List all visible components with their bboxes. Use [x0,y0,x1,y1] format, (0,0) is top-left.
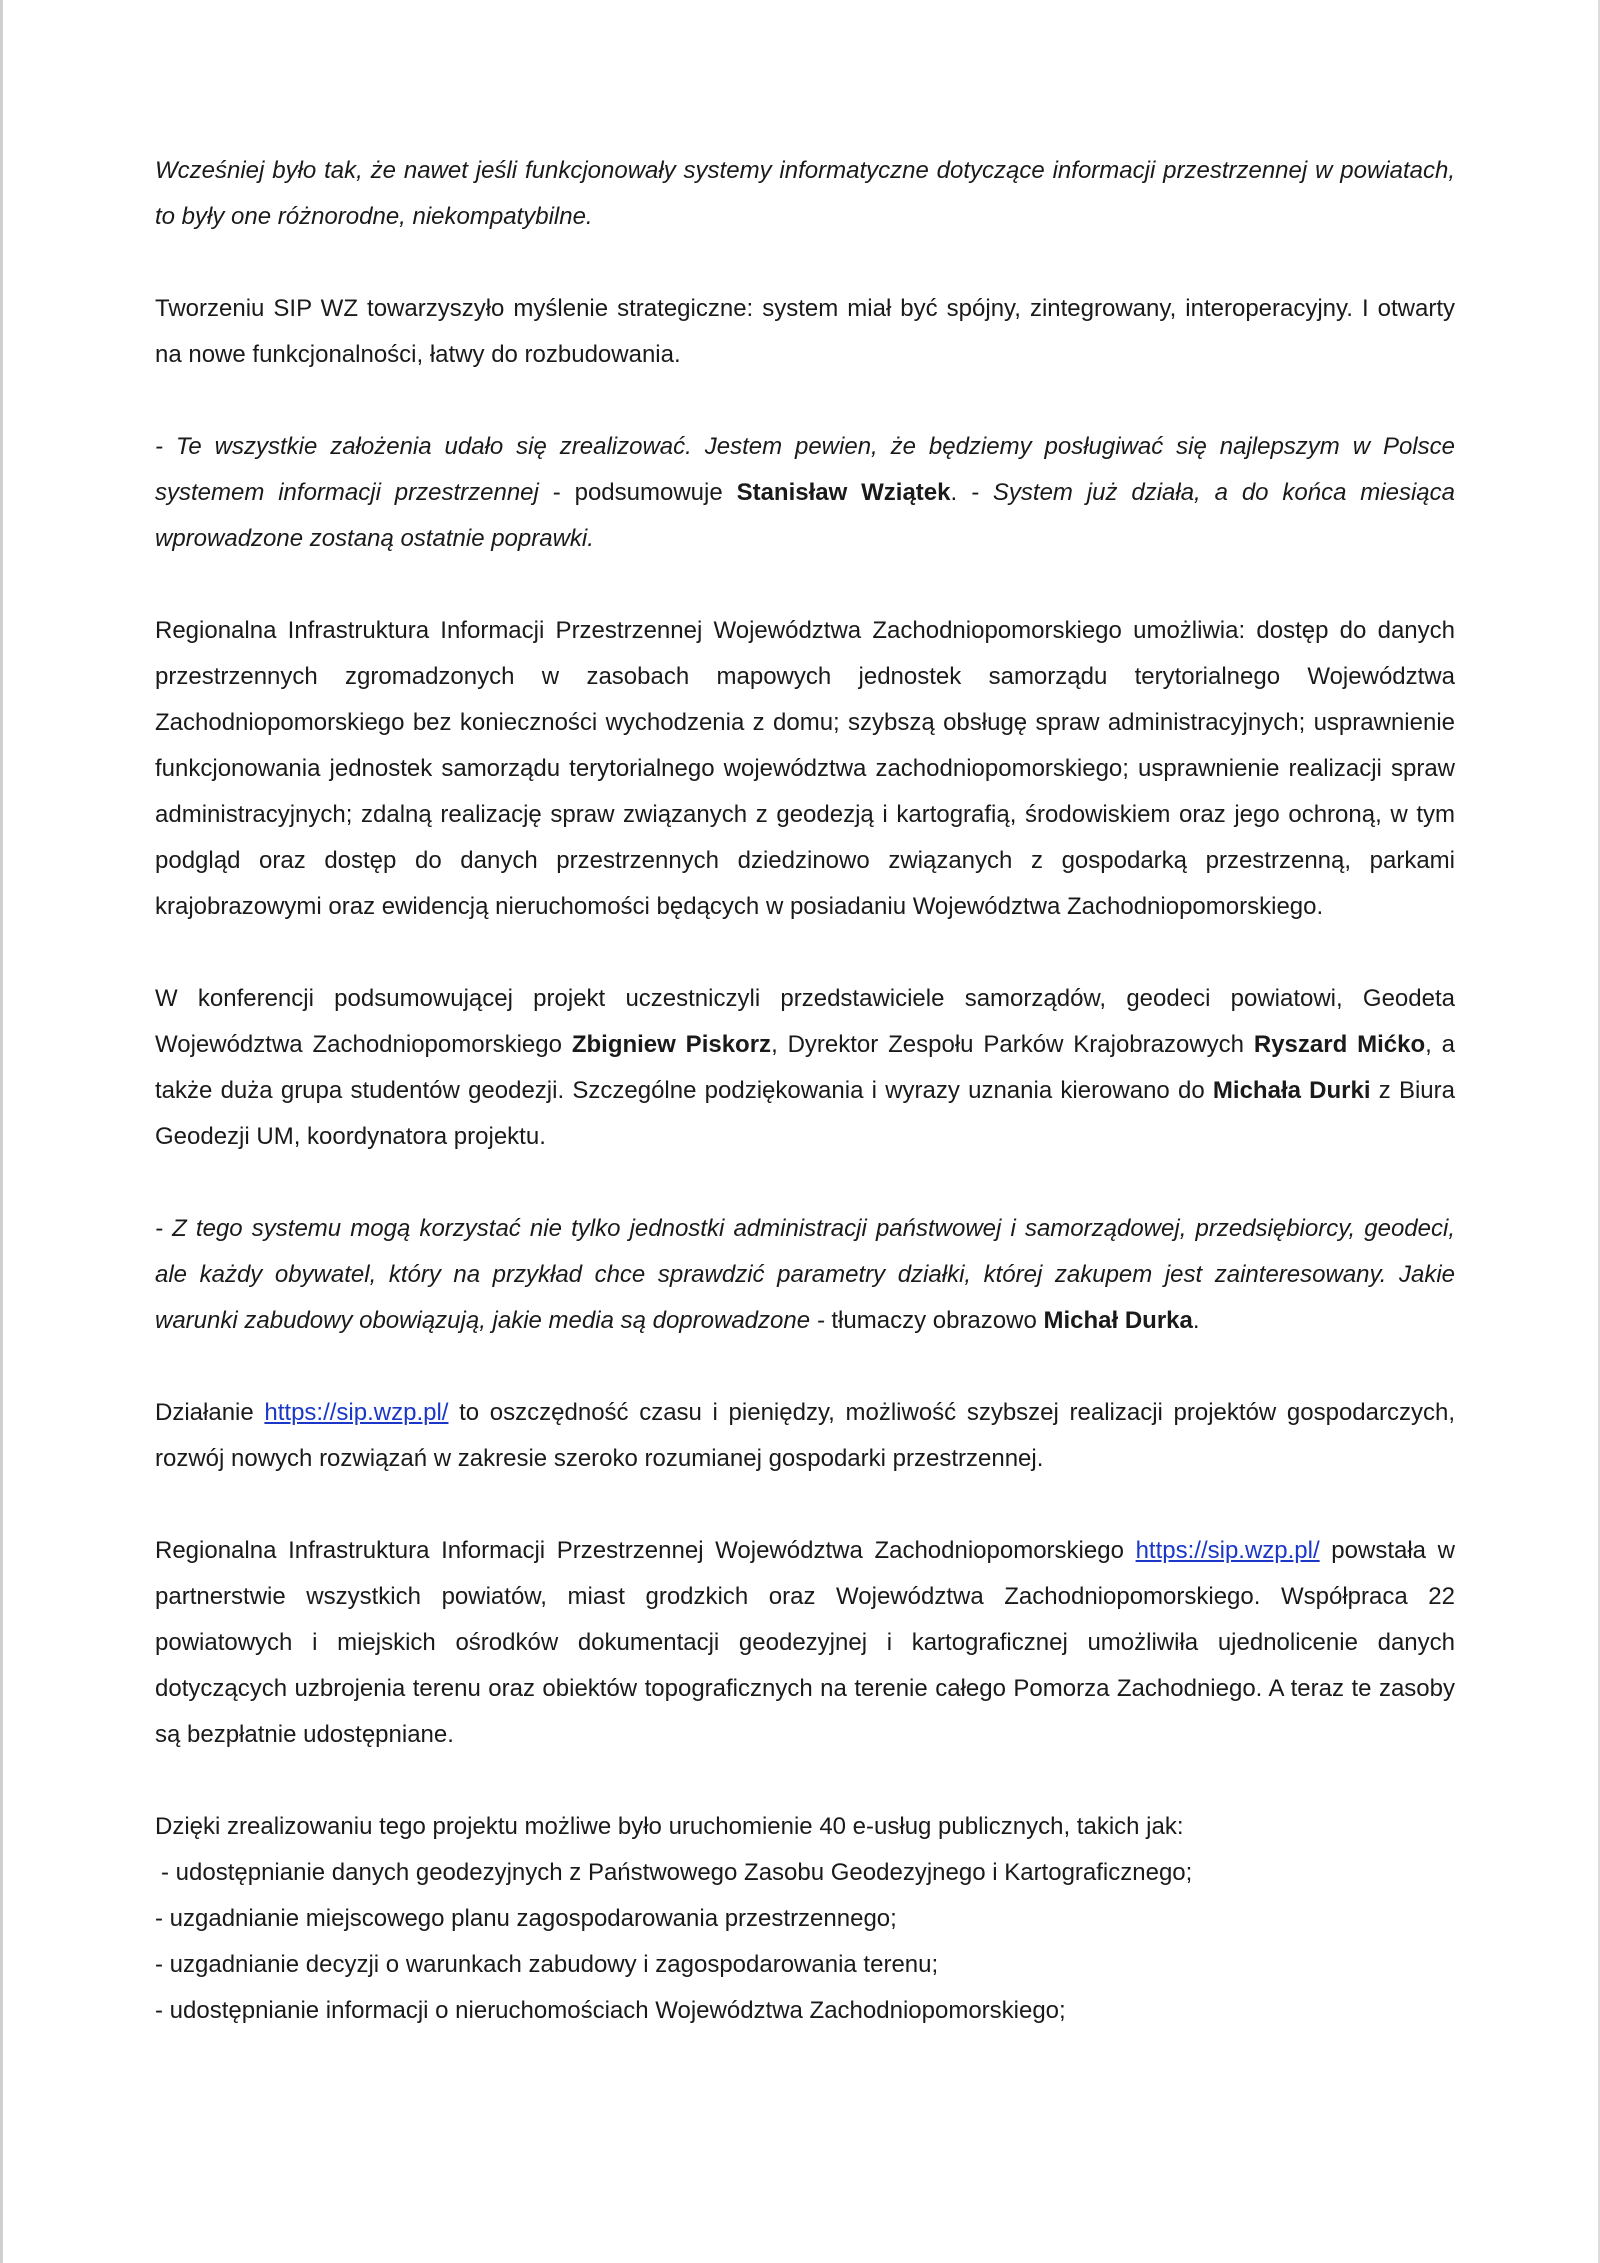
paragraph-quote-durka [155,1206,1455,1344]
speaker-name: Michał Durka [1043,1307,1193,1334]
sip-link[interactable]: https://sip.wzp.pl/ [1135,1537,1320,1564]
paragraph-riip-capabilities: Regionalna Infrastruktura Informacji Przestrzennej Województwa Zachodniopomorskiego umożliwia: dostęp do danych przestrzennych zgromadzonych w zasobach mapowych jednostek samorządu terytorialnego Województwa Zachodniopomorskiego bez konieczności wychodzenia z domu; szybszą obsługę spraw administracyjnych; usprawnienie funkcjonowania jednostek samorządu terytorialnego województwa zachodniopomorskiego; usprawnienie realizacji spraw administracyjnych; zdalną realizację spraw związanych z geodezją i kartografią, środowiskiem oraz jego ochroną, w tym podgląd oraz dostęp do danych przestrzennych dziedzinowo związanych z gospodarką przestrzenną, parkami krajobrazowymi oraz ewidencją nieruchomości będących w posiadaniu Województwa Zachodniopomorskiego. [155,617,1455,920]
punctuation: . [1192,1307,1200,1334]
paragraph-conference [155,976,1455,1160]
paragraph-quote-wziatek [155,424,1455,562]
page-border-left [0,0,3,2263]
quote-text: - Z tego systemu mogą korzystać nie tylko jednostki administracji państwowej i samorządowej, przedsiębiorcy, geodeci, ale każdy obywatel, który na przykład chce sprawdzić parametry działki, której zakupem jest zainteresowany. Jakie warunki zabudowy obowiązują, jakie media są doprowadzone - [155,1215,1455,1334]
body-text: to oszczędność czasu i pieniędzy, możliwość szybszej realizacji projektów gospodarczych, rozwój nowych rozwiązań w zakresie szeroko rozumianej gospodarki przestrzennej. [155,1399,1456,1472]
quote-text: - System już działa, a do końca miesiąca wprowadzone zostaną ostatnie poprawki. [155,479,1455,552]
list-item: - uzgadnianie miejscowego planu zagospodarowania przestrzennego; [155,1905,897,1932]
quote-text: - Te wszystkie założenia udało się zrealizować. Jestem pewien, że będziemy posługiwać się najlepszym w Polsce systemem informacji przestrzennej [155,433,1455,506]
body-text: z Biura Geodezji UM, koordynatora projektu. [155,1077,1455,1150]
body-text: W konferencji podsumowującej projekt uczestniczyli przedstawiciele samorządów, geodeci powiatowi, Geodeta Województwa Zachodniopomorskiego [155,985,1455,1058]
eservices-list [155,1850,1455,2034]
paragraph-intro: Wcześniej było tak, że nawet jeśli funkcjonowały systemy informatyczne dotyczące informacji przestrzennej w powiatach, to były one różnorodne, niekompatybilne. [155,157,1455,230]
speaker-name: Stanisław Wziątek [736,479,951,506]
person-name: Ryszard Mićko [1253,1031,1426,1058]
paragraph-strategy: Tworzeniu SIP WZ towarzyszyło myślenie strategiczne: system miał być spójny, zintegrowany, interoperacyjny. I otwarty na nowe funkcjonalności, łatwy do rozbudowania. [155,295,1455,368]
list-item: - udostępnianie informacji o nieruchomościach Województwa Zachodniopomorskiego; [155,1997,1066,2024]
list-item: - udostępnianie danych geodezyjnych z Państwowego Zasobu Geodezyjnego i Kartograficznego; [161,1859,1193,1886]
paragraph-benefits [155,1390,1455,1482]
body-text: , a także duża grupa studentów geodezji. Szczególne podziękowania i wyrazy uznania kierowano do [155,1031,1456,1104]
list-item: - uzgadnianie decyzji o warunkach zabudowy i zagospodarowania terenu; [155,1951,939,1978]
person-name: Michała Durki [1212,1077,1371,1104]
person-name: Zbigniew Piskorz [571,1031,772,1058]
body-text: Regionalna Infrastruktura Informacji Przestrzennej Województwa Zachodniopomorskiego [155,1537,1136,1564]
body-text: powstała w partnerstwie wszystkich powiatów, miast grodzkich oraz Województwa Zachodniopomorskiego. Współpraca 22 powiatowych i miejskich ośrodków dokumentacji geodezyjnej i kartograficznej umożliwiła ujednolicenie danych dotyczących uzbrojenia terenu oraz obiektów topograficznych na terenie całego Pomorza Zachodniego. A teraz te zasoby są bezpłatnie udostępniane. [155,1537,1456,1748]
paragraph-partnership [155,1528,1455,1758]
attribution-text: - podsumowuje [538,479,737,506]
body-text: , Dyrektor Zespołu Parków Krajobrazowych [771,1031,1254,1058]
sip-link[interactable]: https://sip.wzp.pl/ [264,1399,449,1426]
punctuation: . [950,479,972,506]
body-text: Działanie [155,1399,265,1426]
document-body [155,148,1455,2034]
attribution-text: tłumaczy obrazowo [824,1307,1044,1334]
paragraph-eservices-intro: Dzięki zrealizowaniu tego projektu możliwe było uruchomienie 40 e-usług publicznych, takich jak: [155,1813,1184,1840]
